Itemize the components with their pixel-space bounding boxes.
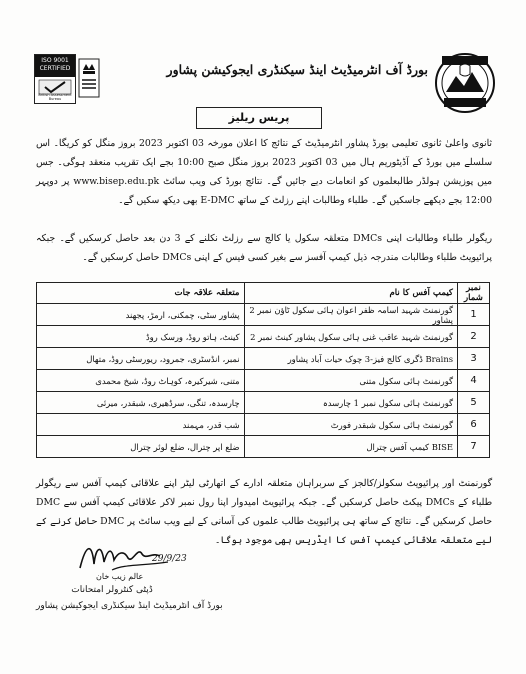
- camp-office-name: گورنمنٹ ہائی سکول شبقدر فورٹ: [244, 414, 457, 436]
- camp-office-name: گورنمنٹ ہائی سکول متنی: [244, 370, 457, 392]
- iso-certification-badge: [34, 54, 76, 104]
- column-header-area: متعلقہ علاقہ جات: [37, 283, 245, 304]
- camp-office-area: ضلع اپر چترال، ضلع لوئر چترال: [37, 436, 245, 458]
- table-row: [37, 370, 490, 392]
- camp-office-area: چارسدہ، تنگی، سرڈھیری، شبقدر، میرئی: [37, 392, 245, 414]
- table-row: [37, 326, 490, 348]
- camp-office-name: BISE کیمپ آفس چترال: [244, 436, 457, 458]
- row-number: 6: [458, 414, 490, 436]
- dmc-collection-paragraph: ریگولر طلباء وطالبات اپنی DMCs متعلقہ سکول یا کالج سے رزلٹ نکلنے کے 3 دن بعد حاصل کرسکیں گے۔ جبکہ پرائیویٹ طلباء وطالبات مندرجہ ذیل کیمپ آفسز سے بغیر کسی فیس کے اپنی DMCs حاصل کرسکیں گے۔: [36, 233, 493, 263]
- camp-office-area: پشاور سٹی، چمکنی، ارمڑ، پجھند: [37, 304, 245, 326]
- iso-label: ISO 9001: [41, 57, 69, 64]
- instructions-paragraph: گورنمنٹ اور پرائیویٹ سکولز/کالجز کے سربراہان متعلقہ ادارے کے اتھارٹی لیٹر اپنے علاقائی کیمپ آفس سے ریگولر طلباء کے DMCs پیکٹ حاصل کرسکیں گے۔ جبکہ پرائیویٹ امیدوار اپنا رول نمبر لاکر علاقائی کیمپ آفس سے DMC حاصل کرسکیں گے۔ نتائج کے ساتھ ہی پرائیویٹ طالب علموں کی آسانی کے لیے ویب سائٹ پر DMC حاصل کرنے کے لیے متعلقہ علاقائی کیمپ آفس کا ایڈریس بھی موجود ہوگا۔: [36, 478, 492, 546]
- press-release-heading: پریس ریلیز: [196, 107, 322, 129]
- camp-office-name: گورنمنٹ شہید عاقب غنی ہائی سکول پشاور کینٹ نمبر 2: [244, 326, 457, 348]
- camp-office-area: متنی، شیرکیرہ، کوہاٹ روڈ، شیخ محمدی: [37, 370, 245, 392]
- camp-office-name: گورنمنٹ ہائی سکول نمبر 1 چارسدہ: [244, 392, 457, 414]
- signatory-board: بورڈ آف انٹرمیڈیٹ اینڈ سیکنڈری ایجوکیشن پشاور: [36, 601, 223, 611]
- row-number: 5: [458, 392, 490, 414]
- camp-office-name: Brains ڈگری کالج فیز-3 چوک حیات آباد پشاور: [244, 348, 457, 370]
- camp-office-area: کینٹ، ہاتو روڈ، ورسک روڈ: [37, 326, 245, 348]
- column-header-no: نمبر شمار: [458, 283, 490, 304]
- iso-bureau-label: British Assessment Bureau: [38, 93, 72, 101]
- camp-office-table: [36, 282, 490, 458]
- board-logo-seal-icon: [434, 52, 496, 114]
- iso-sub-label: CERTIFIED: [39, 65, 71, 72]
- table-row: [37, 348, 490, 370]
- row-number: 2: [458, 326, 490, 348]
- signatory-name: عالم زیب خان: [96, 572, 144, 581]
- table-header-row: [37, 283, 490, 304]
- table-row: [37, 304, 490, 326]
- camp-office-area: نمبر، انڈسٹری، جمرود، ریورسٹی روڈ، متھال: [37, 348, 245, 370]
- column-header-camp: کیمپ آفس کا نام: [244, 283, 457, 304]
- row-number: 4: [458, 370, 490, 392]
- announcement-paragraph: ثانوی واعلیٰ ثانوی تعلیمی بورڈ پشاور انٹرمیڈیٹ کے نتائج کا اعلان مورخہ 03 اکتوبر 2023 بروز منگل کو کریگا۔ اس سلسلے میں بورڈ کے آڈیٹوریم ہال میں 03 اکتوبر 2023 بروز منگل صبح 10:00 بجے ایک تقریب منعقد ہوگی۔ جس میں پوزیشن ہولڈر طالبعلموں کو انعامات دیے جائیں گے۔ نتائج بورڈ کی ویب سائٹ www.bisep.edu.pk پر دوپہر 12:00 بجے دیکھے جاسکیں گے۔ طلباء وطالبات اپنے رزلٹ کے ساتھ E-DMC بھی دیکھ سکیں گے۔: [36, 138, 493, 206]
- camp-office-area: شب قدر، مہمند: [37, 414, 245, 436]
- signature-date: 29/9/23: [152, 554, 187, 564]
- board-title: بورڈ آف انٹرمیڈیٹ اینڈ سیکنڈری ایجوکیشن پشاور: [166, 62, 428, 77]
- signatory-role: ڈپٹی کنٹرولر امتحانات: [71, 585, 153, 595]
- row-number: 7: [458, 436, 490, 458]
- table-row: [37, 414, 490, 436]
- table-row: [37, 392, 490, 414]
- table-row: [37, 436, 490, 458]
- row-number: 1: [458, 304, 490, 326]
- row-number: 3: [458, 348, 490, 370]
- camp-office-name: گورنمنٹ شہید اسامہ ظفر اعوان ہائی سکول ٹاؤن نمبر 2 پشاور: [244, 304, 457, 326]
- ukas-crown-icon: [78, 58, 100, 98]
